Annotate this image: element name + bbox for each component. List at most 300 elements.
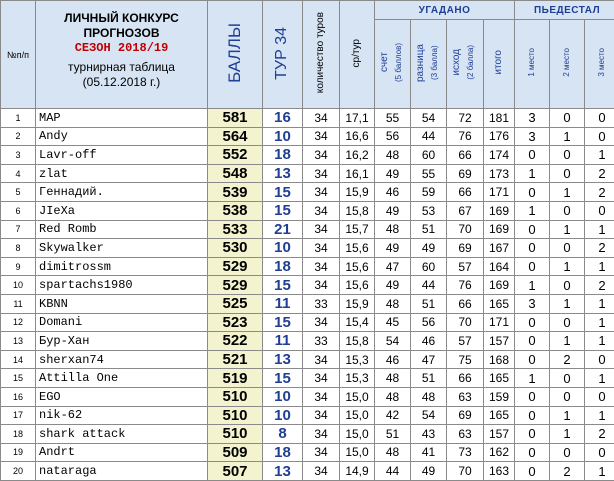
points-cell: 521 [208,350,263,369]
diff-guessed-cell: 41 [411,443,447,462]
tour-points-cell: 11 [263,332,303,351]
player-name: Domani [36,313,208,332]
place3-cell: 2 [585,183,614,202]
place1-cell: 1 [515,276,550,295]
points-cell: 581 [208,109,263,128]
score-guessed-cell: 48 [375,146,411,165]
header-total: итого [484,20,515,109]
table-row [1,425,614,444]
tour-points-cell: 15 [263,201,303,220]
row-number: 3 [1,146,36,165]
place1-cell: 0 [515,146,550,165]
diff-guessed-cell: 54 [411,109,447,128]
player-name: dimitrossm [36,257,208,276]
place1-cell: 0 [515,332,550,351]
total-guessed-cell: 164 [484,257,515,276]
tours-count-cell: 34 [303,239,340,258]
points-cell: 552 [208,146,263,165]
tours-count-cell: 34 [303,109,340,128]
row-number: 5 [1,183,36,202]
tours-count-cell: 34 [303,164,340,183]
total-guessed-cell: 157 [484,425,515,444]
place2-cell: 0 [550,146,585,165]
row-number: 12 [1,313,36,332]
total-guessed-cell: 165 [484,406,515,425]
points-cell: 529 [208,257,263,276]
place3-cell: 2 [585,276,614,295]
row-number: 11 [1,294,36,313]
score-guessed-cell: 45 [375,313,411,332]
tours-count-cell: 34 [303,462,340,481]
points-cell: 522 [208,332,263,351]
avg-cell: 15,6 [340,276,375,295]
place1-cell: 3 [515,109,550,128]
points-cell: 507 [208,462,263,481]
place2-cell: 0 [550,239,585,258]
outcome-guessed-cell: 69 [447,239,484,258]
row-number: 10 [1,276,36,295]
table-row [1,164,614,183]
total-guessed-cell: 171 [484,183,515,202]
diff-guessed-cell: 48 [411,387,447,406]
tour-points-cell: 21 [263,220,303,239]
row-number: 4 [1,164,36,183]
score-guessed-cell: 51 [375,425,411,444]
row-number: 15 [1,369,36,388]
title-line1: ЛИЧНЫЙ КОНКУРС [36,11,207,26]
place3-cell: 0 [585,387,614,406]
points-cell: 510 [208,387,263,406]
header-place1: 1 место [515,20,550,109]
tours-count-cell: 34 [303,257,340,276]
outcome-guessed-cell: 73 [447,443,484,462]
row-number: 13 [1,332,36,351]
place3-cell: 1 [585,462,614,481]
header-place3: 3 место [585,20,614,109]
score-guessed-cell: 44 [375,462,411,481]
player-name: zlat [36,164,208,183]
total-guessed-cell: 173 [484,164,515,183]
total-guessed-cell: 159 [484,387,515,406]
player-name: Бур-Хан [36,332,208,351]
diff-guessed-cell: 54 [411,406,447,425]
tours-count-cell: 34 [303,183,340,202]
outcome-guessed-cell: 69 [447,164,484,183]
avg-cell: 15,6 [340,239,375,258]
total-guessed-cell: 176 [484,127,515,146]
score-guessed-cell: 47 [375,257,411,276]
tours-count-cell: 34 [303,387,340,406]
total-guessed-cell: 162 [484,443,515,462]
score-guessed-cell: 48 [375,294,411,313]
outcome-guessed-cell: 75 [447,350,484,369]
total-guessed-cell: 171 [484,313,515,332]
diff-guessed-cell: 55 [411,164,447,183]
score-guessed-cell: 46 [375,183,411,202]
score-guessed-cell: 48 [375,220,411,239]
place3-cell: 0 [585,127,614,146]
table-row [1,239,614,258]
avg-cell: 15,9 [340,294,375,313]
tours-count-cell: 34 [303,313,340,332]
points-cell: 529 [208,276,263,295]
avg-cell: 16,2 [340,146,375,165]
place3-cell: 0 [585,109,614,128]
tours-count-cell: 34 [303,276,340,295]
score-guessed-cell: 42 [375,406,411,425]
outcome-guessed-cell: 70 [447,462,484,481]
table-row [1,462,614,481]
place3-cell: 2 [585,164,614,183]
header-guessed-group: УГАДАНО [375,1,515,20]
row-number: 2 [1,127,36,146]
total-guessed-cell: 157 [484,332,515,351]
diff-guessed-cell: 49 [411,239,447,258]
tour-points-cell: 16 [263,109,303,128]
table-row [1,406,614,425]
place1-cell: 0 [515,462,550,481]
place2-cell: 0 [550,201,585,220]
avg-cell: 15,8 [340,201,375,220]
place2-cell: 1 [550,183,585,202]
points-cell: 548 [208,164,263,183]
outcome-guessed-cell: 63 [447,425,484,444]
row-number: 1 [1,109,36,128]
tour-points-cell: 15 [263,276,303,295]
score-guessed-cell: 54 [375,332,411,351]
points-cell: 530 [208,239,263,258]
player-name: Lavr-off [36,146,208,165]
outcome-guessed-cell: 76 [447,127,484,146]
place1-cell: 3 [515,294,550,313]
place2-cell: 1 [550,294,585,313]
points-cell: 525 [208,294,263,313]
table-row [1,183,614,202]
player-name: KBNN [36,294,208,313]
table-row [1,387,614,406]
diff-guessed-cell: 60 [411,257,447,276]
tour-points-cell: 15 [263,183,303,202]
place3-cell: 1 [585,220,614,239]
place3-cell: 1 [585,294,614,313]
tour-points-cell: 15 [263,369,303,388]
diff-guessed-cell: 46 [411,332,447,351]
score-guessed-cell: 46 [375,350,411,369]
tour-points-cell: 13 [263,164,303,183]
table-row [1,146,614,165]
row-number: 16 [1,387,36,406]
avg-cell: 15,3 [340,350,375,369]
row-number: 6 [1,201,36,220]
place1-cell: 1 [515,164,550,183]
outcome-guessed-cell: 66 [447,146,484,165]
place1-cell: 0 [515,220,550,239]
table-row [1,257,614,276]
avg-cell: 15,9 [340,183,375,202]
avg-cell: 15,6 [340,257,375,276]
page-title-block [36,1,208,109]
tours-count-cell: 34 [303,146,340,165]
player-name: Attilla One [36,369,208,388]
total-guessed-cell: 174 [484,146,515,165]
place2-cell: 0 [550,109,585,128]
diff-guessed-cell: 51 [411,220,447,239]
diff-guessed-cell: 59 [411,183,447,202]
total-guessed-cell: 169 [484,220,515,239]
place2-cell: 1 [550,406,585,425]
tours-count-cell: 34 [303,443,340,462]
place3-cell: 1 [585,406,614,425]
player-name: Andrt [36,443,208,462]
table-row [1,350,614,369]
place1-cell: 1 [515,369,550,388]
avg-cell: 15,3 [340,369,375,388]
tour-points-cell: 18 [263,146,303,165]
diff-guessed-cell: 43 [411,425,447,444]
avg-cell: 15,0 [340,387,375,406]
row-number: 8 [1,239,36,258]
score-guessed-cell: 49 [375,276,411,295]
total-guessed-cell: 168 [484,350,515,369]
outcome-guessed-cell: 63 [447,387,484,406]
tours-count-cell: 33 [303,332,340,351]
avg-cell: 15,8 [340,332,375,351]
avg-cell: 15,0 [340,443,375,462]
total-guessed-cell: 165 [484,369,515,388]
total-guessed-cell: 163 [484,462,515,481]
outcome-guessed-cell: 76 [447,276,484,295]
diff-guessed-cell: 60 [411,146,447,165]
header-num: №п/п [1,1,36,109]
points-cell: 510 [208,406,263,425]
place2-cell: 0 [550,369,585,388]
row-number: 14 [1,350,36,369]
tour-points-cell: 18 [263,257,303,276]
avg-cell: 16,6 [340,127,375,146]
score-guessed-cell: 49 [375,164,411,183]
row-number: 9 [1,257,36,276]
place3-cell: 1 [585,369,614,388]
tours-count-cell: 34 [303,201,340,220]
place3-cell: 2 [585,425,614,444]
tours-count-cell: 34 [303,127,340,146]
outcome-guessed-cell: 72 [447,109,484,128]
player-name: EGO [36,387,208,406]
outcome-guessed-cell: 67 [447,201,484,220]
place2-cell: 2 [550,350,585,369]
header-outcome: исход (2 балла) [447,20,484,109]
place1-cell: 0 [515,387,550,406]
tour-points-cell: 11 [263,294,303,313]
place2-cell: 1 [550,220,585,239]
table-row [1,313,614,332]
tour-points-cell: 15 [263,313,303,332]
place1-cell: 0 [515,313,550,332]
place3-cell: 1 [585,332,614,351]
avg-cell: 15,0 [340,425,375,444]
place2-cell: 1 [550,257,585,276]
row-number: 17 [1,406,36,425]
place3-cell: 1 [585,146,614,165]
score-guessed-cell: 48 [375,387,411,406]
tour-points-cell: 10 [263,387,303,406]
subtitle: турнирная таблица [36,60,207,75]
season-label: СЕЗОН 2018/19 [36,41,207,56]
tour-points-cell: 10 [263,127,303,146]
row-number: 18 [1,425,36,444]
avg-cell: 15,4 [340,313,375,332]
diff-guessed-cell: 44 [411,127,447,146]
tours-count-cell: 34 [303,406,340,425]
avg-cell: 16,1 [340,164,375,183]
player-name: Andy [36,127,208,146]
place1-cell: 0 [515,183,550,202]
outcome-guessed-cell: 57 [447,257,484,276]
total-guessed-cell: 165 [484,294,515,313]
player-name: shark attack [36,425,208,444]
total-guessed-cell: 167 [484,239,515,258]
score-guessed-cell: 56 [375,127,411,146]
player-name: nataraga [36,462,208,481]
points-cell: 539 [208,183,263,202]
points-cell: 510 [208,425,263,444]
diff-guessed-cell: 44 [411,276,447,295]
tour-points-cell: 10 [263,239,303,258]
avg-cell: 17,1 [340,109,375,128]
standings-body [1,109,614,481]
date-label: (05.12.2018 г.) [36,75,207,89]
place1-cell: 0 [515,257,550,276]
player-name: spartachs1980 [36,276,208,295]
diff-guessed-cell: 51 [411,369,447,388]
place2-cell: 0 [550,313,585,332]
points-cell: 519 [208,369,263,388]
header-tours-count: количество туров [303,1,340,109]
row-number: 7 [1,220,36,239]
player-name: Skywalker [36,239,208,258]
diff-guessed-cell: 49 [411,462,447,481]
score-guessed-cell: 48 [375,443,411,462]
player-name: nik-62 [36,406,208,425]
place2-cell: 1 [550,332,585,351]
outcome-guessed-cell: 69 [447,406,484,425]
header-diff: разница (3 балла) [411,20,447,109]
place2-cell: 2 [550,462,585,481]
header-avg: ср/тур [340,1,375,109]
table-row [1,369,614,388]
player-name: Геннадий. [36,183,208,202]
title-line2: ПРОГНОЗОВ [36,26,207,41]
avg-cell: 15,7 [340,220,375,239]
player-name: MAP [36,109,208,128]
place2-cell: 1 [550,127,585,146]
score-guessed-cell: 49 [375,239,411,258]
place3-cell: 0 [585,443,614,462]
header-place2: 2 место [550,20,585,109]
total-guessed-cell: 181 [484,109,515,128]
tours-count-cell: 34 [303,220,340,239]
avg-cell: 15,0 [340,406,375,425]
tour-points-cell: 8 [263,425,303,444]
avg-cell: 14,9 [340,462,375,481]
total-guessed-cell: 169 [484,276,515,295]
table-row [1,220,614,239]
place2-cell: 0 [550,443,585,462]
outcome-guessed-cell: 57 [447,332,484,351]
tour-points-cell: 10 [263,406,303,425]
place2-cell: 0 [550,164,585,183]
score-guessed-cell: 55 [375,109,411,128]
outcome-guessed-cell: 70 [447,220,484,239]
points-cell: 564 [208,127,263,146]
table-row [1,443,614,462]
player-name: Red Romb [36,220,208,239]
table-row [1,332,614,351]
place1-cell: 0 [515,443,550,462]
tour-points-cell: 13 [263,462,303,481]
header-tour: ТУР 34 [263,1,303,109]
place1-cell: 0 [515,425,550,444]
table-row [1,276,614,295]
tours-count-cell: 33 [303,294,340,313]
place1-cell: 0 [515,350,550,369]
header-score: счет (5 баллов) [375,20,411,109]
place1-cell: 0 [515,406,550,425]
place3-cell: 0 [585,350,614,369]
points-cell: 509 [208,443,263,462]
table-row [1,294,614,313]
total-guessed-cell: 169 [484,201,515,220]
tours-count-cell: 34 [303,350,340,369]
place3-cell: 1 [585,257,614,276]
row-number: 19 [1,443,36,462]
table-row [1,109,614,128]
points-cell: 538 [208,201,263,220]
place1-cell: 3 [515,127,550,146]
place2-cell: 0 [550,387,585,406]
points-cell: 523 [208,313,263,332]
place3-cell: 1 [585,313,614,332]
points-cell: 533 [208,220,263,239]
outcome-guessed-cell: 70 [447,313,484,332]
outcome-guessed-cell: 66 [447,294,484,313]
table-row [1,201,614,220]
player-name: JIeXa [36,201,208,220]
place1-cell: 0 [515,239,550,258]
place3-cell: 2 [585,239,614,258]
tour-points-cell: 13 [263,350,303,369]
tours-count-cell: 34 [303,369,340,388]
place2-cell: 0 [550,276,585,295]
place2-cell: 1 [550,425,585,444]
row-number: 20 [1,462,36,481]
place1-cell: 1 [515,201,550,220]
diff-guessed-cell: 51 [411,294,447,313]
diff-guessed-cell: 56 [411,313,447,332]
outcome-guessed-cell: 66 [447,369,484,388]
place3-cell: 0 [585,201,614,220]
header-podium-group: ПЬЕДЕСТАЛ [515,1,614,20]
score-guessed-cell: 48 [375,369,411,388]
score-guessed-cell: 49 [375,201,411,220]
diff-guessed-cell: 47 [411,350,447,369]
diff-guessed-cell: 53 [411,201,447,220]
outcome-guessed-cell: 66 [447,183,484,202]
tour-points-cell: 18 [263,443,303,462]
header-points: БАЛЛЫ [208,1,263,109]
tours-count-cell: 34 [303,425,340,444]
table-row [1,127,614,146]
